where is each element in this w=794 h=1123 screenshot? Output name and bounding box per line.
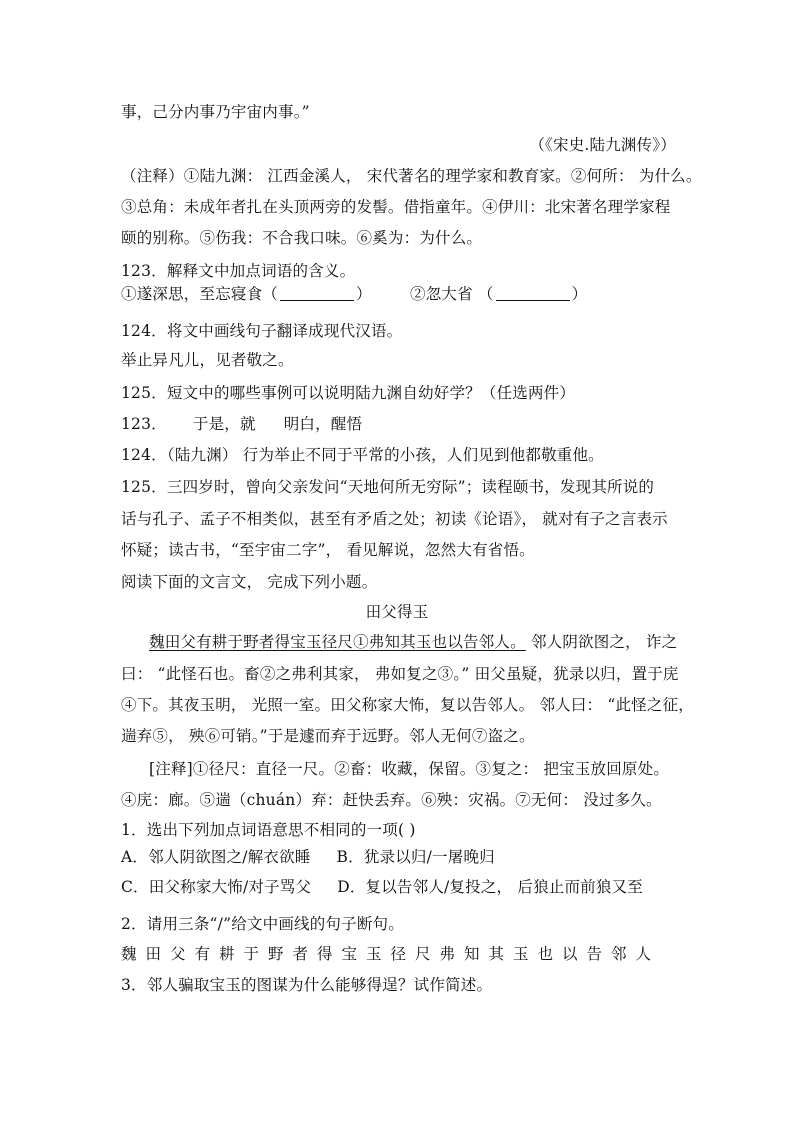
q123-item-b-close: ） — [571, 285, 588, 303]
passage-line-3: ④下。其夜玉明， 光照一室。田父称家大怖，复以告邻人。 邻人曰： “此怪之征， — [121, 696, 695, 714]
source-citation: （《宋史.陆九渊传》） — [529, 136, 676, 154]
answer-123-part-2: 明白，醒悟 — [283, 415, 363, 433]
question-2: 2．请用三条“/”给文中画线的句子断句。 — [121, 915, 404, 933]
passage-note-1: [注释]①径尺：直径一尺。②畜：收藏，保留。③复之： 把宝玉放回原处。 — [149, 760, 670, 778]
q123-item-b-blank[interactable] — [496, 286, 570, 301]
note-line-3: 颐的别称。⑤伤我：不合我口味。⑥奚为：为什么。 — [121, 229, 483, 247]
question-123-items — [121, 284, 587, 304]
answer-125-line-3: 怀疑；读古书，“至宇宙二字”， 看见解说，忽然大有省悟。 — [121, 541, 535, 559]
passage-line-2: 曰： “此怪石也。畜②之弗利其家， 弗如复之③。” 田父虽疑，犹录以归，置于庑 — [121, 665, 679, 683]
option-c[interactable]: C．田父称家大怖/对子骂父 — [121, 878, 312, 896]
option-b[interactable]: B．犹录以归/一屠晚归 — [336, 848, 495, 866]
note-line-1: （注释）①陆九渊： 江西金溪人， 宋代著名的理学家和教育家。②何所： 为什么。 — [121, 167, 702, 185]
option-d[interactable]: D．复以告邻人/复投之， 后狼止而前狼又至 — [337, 878, 643, 896]
q123-item-a-label: ①遂深思，至忘寝食（ — [121, 285, 279, 303]
q123-item-a-close: ） — [356, 285, 372, 303]
underlined-sentence: 魏田父有耕于野者得宝玉径尺①弗知其玉也以告邻人。 — [149, 633, 526, 651]
answer-124: 124．（陆九渊） 行为举止不同于平常的小孩，人们见到他都敬重他。 — [121, 446, 604, 464]
question-2-sentence: 魏田父有耕于野者得宝玉径尺弗知其玉也以告邻人 — [121, 945, 661, 963]
question-1: 1．选出下列加点词语意思不相同的一项( ) — [121, 821, 416, 839]
q123-item-b-label: ②忽大省 （ — [410, 285, 494, 303]
passage-line-1 — [149, 632, 677, 652]
note-line-2: ③总角：未成年者扎在头顶两旁的发髻。借指童年。④伊川：北宋著名理学家程 — [121, 198, 671, 216]
q123-item-a-blank[interactable] — [280, 286, 354, 301]
question-124-sentence: 举止异凡儿，见者敬之。 — [121, 351, 294, 369]
question-1-options-row-2 — [121, 877, 643, 897]
answer-123-part-1: 于是，就 — [192, 415, 256, 433]
passage-note-2: ④庑：廊。⑤遄（chuán）弃：赶快丢弃。⑥殃：灾祸。⑦无何： 没过多久。 — [121, 791, 662, 809]
passage-tail-line: 事，己分内事乃宇宙内事。” — [121, 103, 310, 121]
passage-title: 田父得玉 — [365, 603, 429, 621]
question-123: 123．解释文中加点词语的含义。 — [121, 262, 356, 280]
question-125: 125．短文中的哪些事例可以说明陆九渊自幼好学？（任选两件） — [121, 384, 576, 402]
answer-123 — [121, 414, 362, 434]
passage-line-4: 遄弃⑤， 殃⑥可销。”于是遽而弃于远野。邻人无何⑦盗之。 — [121, 727, 535, 745]
passage-line-1-rest: 邻人阴欲图之， 诈之 — [525, 633, 678, 651]
question-1-options-row-1 — [121, 847, 495, 867]
answer-125-line-1: 125．三四岁时，曾向父亲发问“天地何所无穷际”；读程颐书，发现其所说的 — [121, 478, 655, 496]
reading-instruction: 阅读下面的文言文， 完成下列小题。 — [121, 573, 378, 591]
answer-123-number: 123． — [121, 415, 167, 433]
question-124: 124．将文中画线句子翻译成现代汉语。 — [121, 322, 403, 340]
answer-125-line-2: 话与孔子、孟子不相类似，甚至有矛盾之处；初读《论语》， 就对有子之言表示 — [121, 510, 668, 528]
option-a[interactable]: A．邻人阴欲图之/解衣欲睡 — [121, 848, 311, 866]
question-3: 3．邻人骗取宝玉的图谋为什么能够得逞？试作简述。 — [121, 976, 493, 994]
